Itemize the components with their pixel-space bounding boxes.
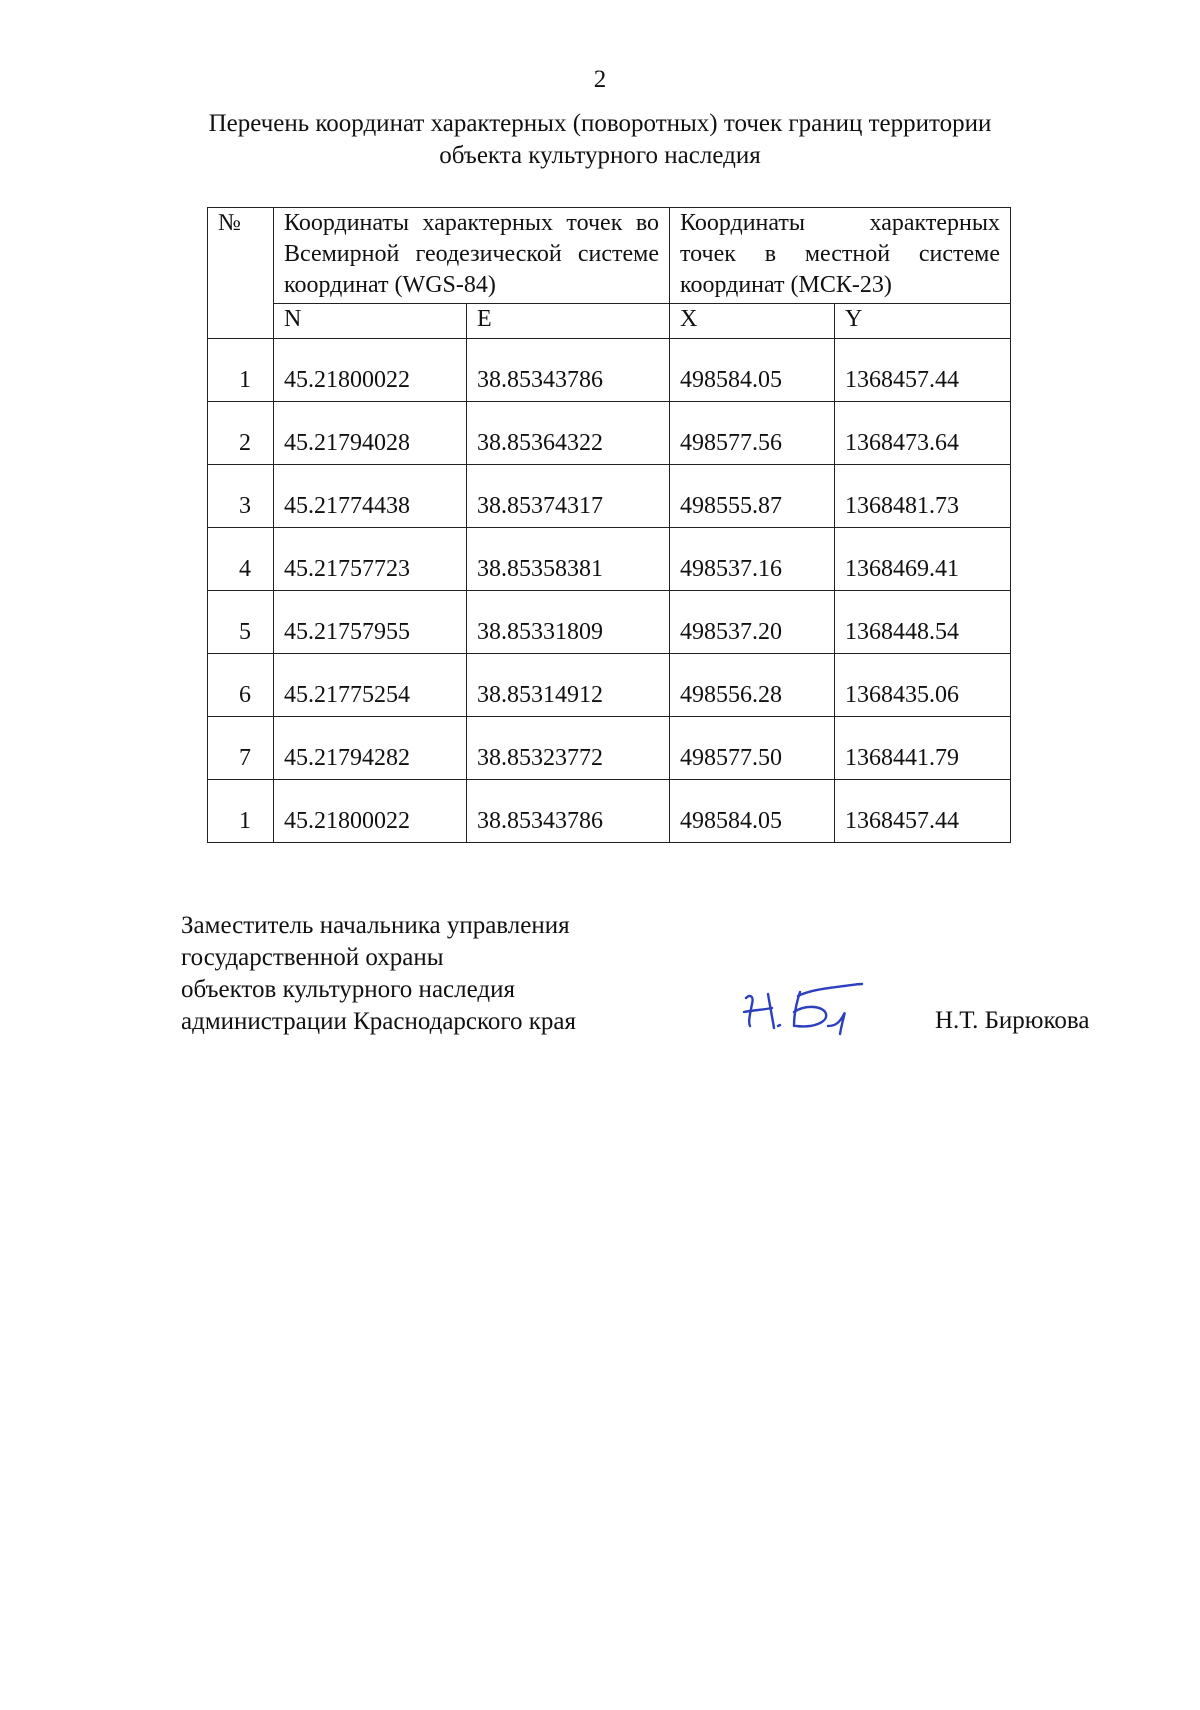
document-title [150, 108, 1050, 172]
wgs84-e-cell: 38.85314912 [467, 654, 670, 717]
wgs84-column-header: Координаты характерных точек во Всемирной геодезической системе координат (WGS-84) [274, 208, 670, 304]
axis-header-n: N [274, 304, 467, 339]
msk23-y-cell: 1368435.06 [835, 654, 1011, 717]
msk23-y-cell: 1368441.79 [835, 717, 1011, 780]
wgs84-e-cell: 38.85343786 [467, 339, 670, 402]
signer-name: Н.Т. Бирюкова [935, 1007, 1090, 1034]
table-row [208, 591, 1011, 654]
point-number-cell: 2 [208, 402, 274, 465]
title-line-2: объекта культурного наследия [439, 142, 761, 169]
wgs84-e-cell: 38.85364322 [467, 402, 670, 465]
point-number-cell: 1 [208, 780, 274, 843]
handwritten-signature [740, 982, 890, 1042]
msk23-x-cell: 498584.05 [670, 780, 835, 843]
table-row [208, 465, 1011, 528]
point-number-cell: 6 [208, 654, 274, 717]
msk23-x-cell: 498577.50 [670, 717, 835, 780]
table-row [208, 402, 1011, 465]
wgs84-e-cell: 38.85374317 [467, 465, 670, 528]
wgs84-e-cell: 38.85331809 [467, 591, 670, 654]
msk23-x-cell: 498577.56 [670, 402, 835, 465]
wgs84-n-cell: 45.21774438 [274, 465, 467, 528]
table-header-row [208, 208, 1011, 304]
position-line: государственной охраны [181, 944, 444, 971]
msk23-x-cell: 498584.05 [670, 339, 835, 402]
title-line-1: Перечень координат характерных (поворотных) точек границ территории [208, 110, 992, 137]
table-row [208, 528, 1011, 591]
wgs84-n-cell: 45.21757955 [274, 591, 467, 654]
wgs84-n-cell: 45.21794028 [274, 402, 467, 465]
msk23-y-cell: 1368457.44 [835, 780, 1011, 843]
msk23-y-cell: 1368473.64 [835, 402, 1011, 465]
coordinates-table [207, 207, 1011, 843]
axis-header-row [208, 304, 1011, 339]
point-number-cell: 5 [208, 591, 274, 654]
table-row [208, 717, 1011, 780]
point-number-cell: 1 [208, 339, 274, 402]
msk23-x-cell: 498555.87 [670, 465, 835, 528]
table-row [208, 654, 1011, 717]
page-number: 2 [593, 66, 607, 93]
signatory-position [181, 910, 681, 1038]
point-number-cell: 7 [208, 717, 274, 780]
msk23-column-header: Координаты характерных точек в местной системе координат (МСК-23) [670, 208, 1011, 304]
msk23-y-cell: 1368481.73 [835, 465, 1011, 528]
position-line: Заместитель начальника управления [181, 912, 570, 939]
wgs84-n-cell: 45.21800022 [274, 339, 467, 402]
wgs84-n-cell: 45.21800022 [274, 780, 467, 843]
axis-header-x: X [670, 304, 835, 339]
msk23-y-cell: 1368457.44 [835, 339, 1011, 402]
msk23-y-cell: 1368448.54 [835, 591, 1011, 654]
table-row [208, 339, 1011, 402]
msk23-x-cell: 498556.28 [670, 654, 835, 717]
position-line: объектов культурного наследия [181, 976, 515, 1003]
position-line: администрации Краснодарского края [181, 1008, 577, 1035]
point-number-cell: 4 [208, 528, 274, 591]
wgs84-e-cell: 38.85343786 [467, 780, 670, 843]
msk23-x-cell: 498537.20 [670, 591, 835, 654]
wgs84-n-cell: 45.21794282 [274, 717, 467, 780]
msk23-x-cell: 498537.16 [670, 528, 835, 591]
msk23-y-cell: 1368469.41 [835, 528, 1011, 591]
wgs84-n-cell: 45.21775254 [274, 654, 467, 717]
wgs84-e-cell: 38.85323772 [467, 717, 670, 780]
wgs84-e-cell: 38.85358381 [467, 528, 670, 591]
axis-header-e: E [467, 304, 670, 339]
number-column-header: № [208, 208, 274, 339]
wgs84-n-cell: 45.21757723 [274, 528, 467, 591]
table-row [208, 780, 1011, 843]
point-number-cell: 3 [208, 465, 274, 528]
axis-header-y: Y [835, 304, 1011, 339]
